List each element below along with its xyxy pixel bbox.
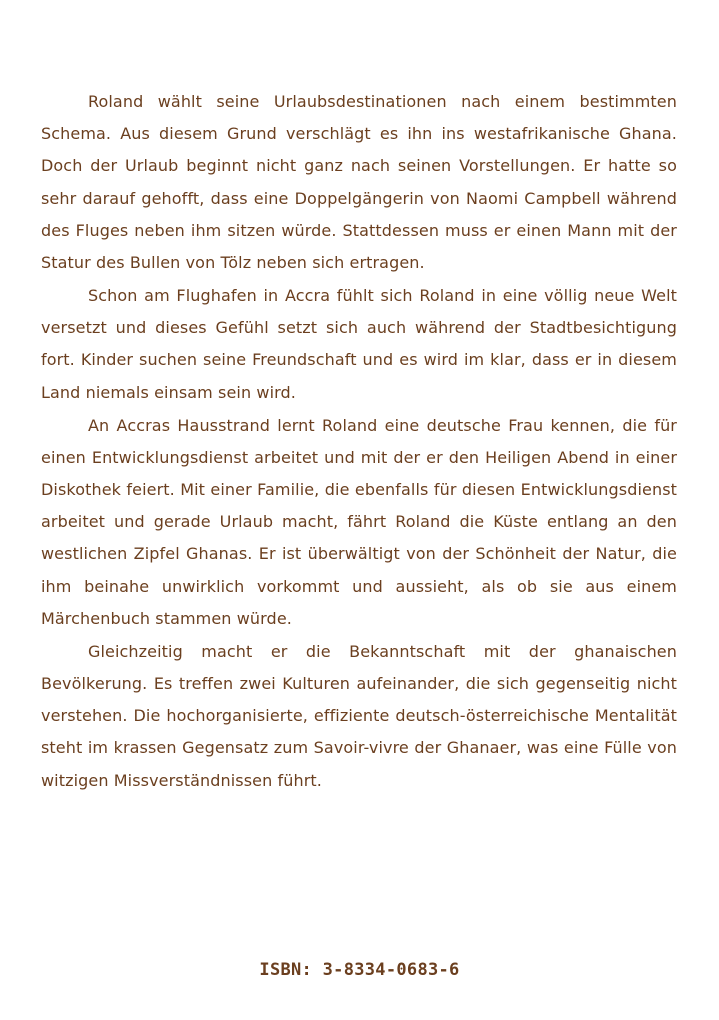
isbn-line bbox=[0, 960, 719, 980]
isbn-label: ISBN: bbox=[259, 960, 323, 980]
paragraph-4: Gleichzeitig macht er die Bekanntschaft mit der ghanaischen Bevölkerung. Es treffen zwei Kulturen aufeinander, die sich gegenseitig nicht verstehen. Die hochorganisierte, effiziente deutsch-österreichische Mentalität steht im krassen Gegensatz zum Savoir-vivre der Ghanaer, was eine Fülle von witzigen Missverständnissen führt. bbox=[41, 641, 677, 790]
paragraph-2: Schon am Flughafen in Accra fühlt sich Roland in eine völlig neue Welt versetzt und dieses Gefühl setzt sich auch während der Stadtbesichtigung fort. Kinder suchen seine Freundschaft und es wird im klar, dass er in diesem Land niemals einsam sein wird. bbox=[41, 286, 677, 402]
paragraph-3: An Accras Hausstrand lernt Roland eine deutsche Frau kennen, die für einen Entwicklungsdienst arbeitet und mit der er den Heiligen Abend in einer Diskothek feiert. Mit einer Familie, die ebenfalls für diesen Entwicklungsdienst arbeitet und gerade Urlaub macht, fährt Roland die Küste entlang an den westlichen Zipfel Ghanas. Er ist überwältigt von der Schönheit der Natur, die ihm beinahe unwirklich vorkommt und aussieht, als ob sie aus einem Märchenbuch stammen würde. bbox=[41, 415, 677, 628]
isbn-number: 3-8334-0683-6 bbox=[322, 960, 460, 980]
paragraph-1: Roland wählt seine Urlaubsdestinationen nach einem bestimmten Schema. Aus diesem Grund verschlägt es ihn ins westafrikanische Ghana. Doch der Urlaub beginnt nicht ganz nach seinen Vorstellungen. Er hatte so sehr darauf gehofft, dass eine Doppelgängerin von Naomi Campbell während des Fluges neben ihm sitzen würde. Stattdessen muss er einen Mann mit der Statur des Bullen von Tölz neben sich ertragen. bbox=[41, 92, 677, 273]
blurb-text bbox=[41, 86, 677, 798]
